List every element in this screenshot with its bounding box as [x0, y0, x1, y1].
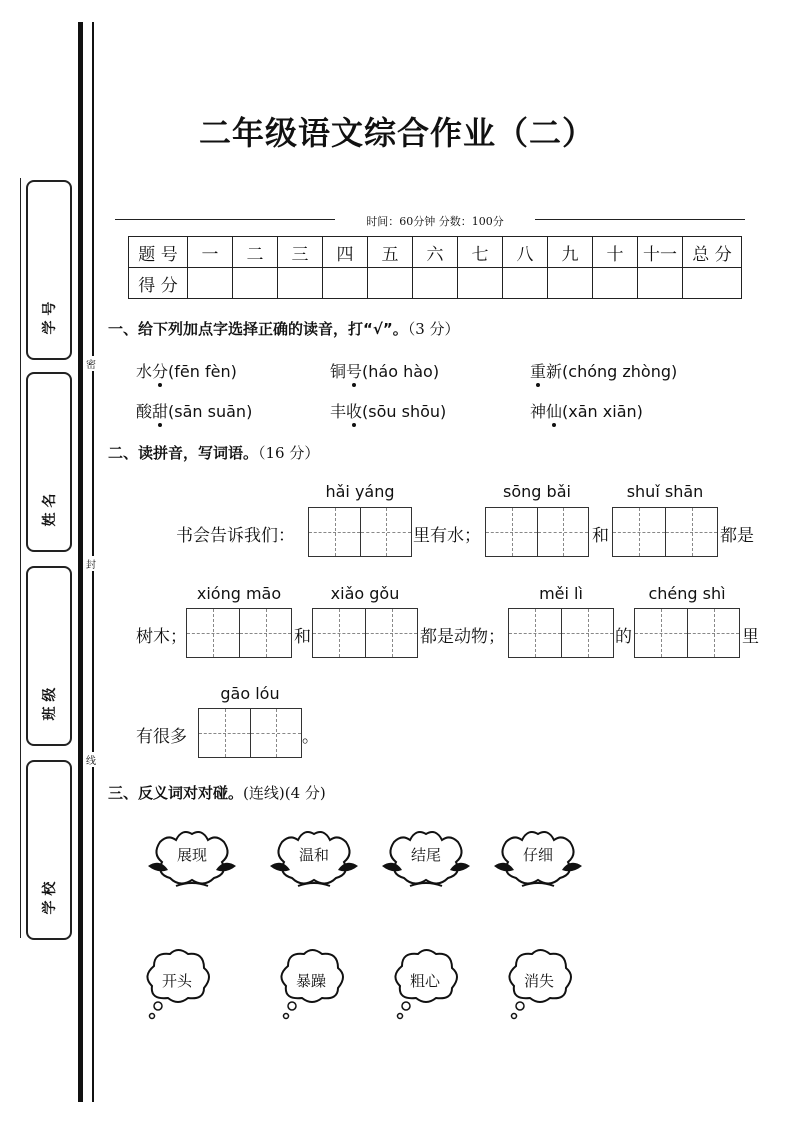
writing-grid[interactable] [312, 608, 418, 658]
score-col: 一 [188, 237, 233, 268]
pronunciation-item[interactable] [530, 399, 643, 422]
flower-word: 温和 [298, 846, 329, 864]
student-id-box [26, 180, 72, 360]
sentence-text: 和 [294, 627, 311, 647]
pronunciation-item[interactable] [530, 359, 677, 382]
class-label: 班 级 [42, 687, 58, 721]
info-rule-left [115, 219, 335, 220]
student-id-label: 学 号 [42, 301, 58, 335]
writing-grid[interactable] [198, 708, 302, 758]
grid-cell[interactable] [537, 508, 588, 556]
pinyin-options: (fēn fèn) [168, 362, 237, 381]
antonym-flower[interactable] [380, 824, 472, 890]
section-2-points: （16 分） [258, 444, 320, 462]
antonym-flower[interactable] [492, 824, 584, 890]
student-name-box [26, 372, 72, 552]
dotted-char: 甜 [152, 402, 169, 421]
grid-cell[interactable] [365, 609, 417, 657]
sentence-text: 里有水； [413, 526, 481, 546]
info-rule-right [535, 219, 745, 220]
writing-grid[interactable] [634, 608, 740, 658]
antonym-cloud[interactable] [502, 946, 576, 1022]
score-table-header-row [129, 237, 742, 268]
fold-line-thick [78, 22, 83, 1102]
page-title: 二年级语文综合作业（二） [198, 114, 595, 152]
score-table [128, 236, 742, 299]
cloud-word: 开头 [161, 972, 192, 990]
flower-word: 仔细 [522, 846, 553, 864]
score-col: 十 [593, 237, 638, 268]
antonym-flower[interactable] [146, 824, 238, 890]
school-label: 学 校 [42, 881, 58, 915]
grid-cell[interactable] [250, 709, 301, 757]
score-cell[interactable] [368, 268, 413, 299]
item-char: 酸 [136, 402, 153, 421]
dotted-char: 仙 [546, 402, 563, 421]
pinyin-label: sōng bǎi [503, 482, 571, 501]
dotted-char: 重 [530, 362, 547, 381]
grid-cell[interactable] [313, 609, 365, 657]
pinyin-label: gāo lóu [220, 684, 280, 703]
pinyin-label: shuǐ shān [626, 482, 704, 501]
grid-cell[interactable] [187, 609, 239, 657]
seal-xian: 线 [84, 752, 98, 767]
pinyin-options: (sōu shōu) [362, 402, 447, 421]
flower-word: 展现 [176, 846, 207, 864]
antonym-cloud[interactable] [140, 946, 214, 1022]
sentence-text: 的 [615, 627, 632, 647]
score-header-label: 题 号 [129, 237, 188, 268]
sentence-text: 都是动物； [420, 627, 505, 647]
pinyin-label: měi lì [539, 584, 583, 603]
grid-cell[interactable] [486, 508, 537, 556]
writing-grid[interactable] [485, 507, 589, 557]
score-col: 九 [548, 237, 593, 268]
score-table-score-row [129, 268, 742, 299]
antonym-cloud[interactable] [274, 946, 348, 1022]
writing-grid[interactable] [508, 608, 614, 658]
section-3-title: 三、反义词对对碰。 [108, 784, 244, 802]
score-col: 二 [233, 237, 278, 268]
dotted-char: 收 [346, 402, 363, 421]
flower-word: 结尾 [410, 846, 441, 864]
section-1-points: （3 分） [407, 320, 460, 338]
writing-grid[interactable] [186, 608, 292, 658]
score-cell[interactable] [188, 268, 233, 299]
pinyin-label: xióng māo [196, 584, 282, 603]
pinyin-options: (chóng zhòng) [562, 362, 678, 381]
score-col: 五 [368, 237, 413, 268]
dotted-char: 号 [346, 362, 363, 381]
score-cell[interactable] [638, 268, 683, 299]
grid-cell[interactable] [199, 709, 250, 757]
section-1-heading [108, 318, 460, 339]
pronunciation-item[interactable] [136, 359, 237, 382]
sentence-text: 。 [302, 727, 319, 747]
section-1-title: 一、给下列加点字选择正确的读音，打“√”。 [108, 320, 408, 338]
sentence-text: 树木； [136, 627, 187, 647]
score-cell[interactable] [413, 268, 458, 299]
dotted-char: 分 [152, 362, 169, 381]
sentence-text: 都是 [720, 526, 754, 546]
pronunciation-item[interactable] [330, 399, 446, 422]
grid-cell[interactable] [561, 609, 613, 657]
score-row-label: 得 分 [129, 268, 188, 299]
grid-cell[interactable] [635, 609, 687, 657]
score-col: 六 [413, 237, 458, 268]
score-cell[interactable] [683, 268, 742, 299]
antonym-flower[interactable] [268, 824, 360, 890]
grid-cell[interactable] [360, 508, 411, 556]
grid-cell[interactable] [509, 609, 561, 657]
pinyin-options: (háo hào) [362, 362, 440, 381]
writing-grid[interactable] [308, 507, 412, 557]
antonym-cloud[interactable] [388, 946, 462, 1022]
item-char: 铜 [330, 362, 347, 381]
seal-mi: 密 [84, 356, 98, 371]
score-col-total: 总 分 [683, 237, 742, 268]
score-cell[interactable] [503, 268, 548, 299]
score-col: 四 [323, 237, 368, 268]
sentence-text: 书会告诉我们： [176, 526, 295, 546]
cloud-word: 粗心 [409, 972, 440, 990]
section-3-heading [108, 782, 326, 803]
score-cell[interactable] [278, 268, 323, 299]
score-cell[interactable] [593, 268, 638, 299]
binding-rule [20, 178, 21, 938]
grid-cell[interactable] [309, 508, 360, 556]
pinyin-options: (sān suān) [168, 402, 253, 421]
grid-cell[interactable] [687, 609, 739, 657]
grid-cell[interactable] [613, 508, 665, 556]
grid-cell[interactable] [665, 508, 717, 556]
school-box [26, 760, 72, 940]
seal-feng: 封 [84, 556, 98, 571]
section-2-heading [108, 442, 319, 463]
score-col: 八 [503, 237, 548, 268]
sentence-text: 有很多 [136, 727, 187, 747]
section-3-points: (连线)(4 分) [243, 784, 326, 802]
pronunciation-item[interactable] [136, 399, 252, 422]
score-cell[interactable] [323, 268, 368, 299]
cloud-word: 消失 [523, 972, 554, 990]
section-2-title: 二、读拼音，写词语。 [108, 444, 259, 462]
sentence-text: 里 [742, 627, 759, 647]
item-char: 新 [546, 362, 563, 381]
pronunciation-item[interactable] [330, 359, 439, 382]
cloud-word: 暴躁 [295, 972, 326, 990]
item-char: 丰 [330, 402, 347, 421]
pinyin-label: xiǎo gǒu [330, 584, 400, 603]
score-cell[interactable] [458, 268, 503, 299]
item-char: 水 [136, 362, 153, 381]
grid-cell[interactable] [239, 609, 291, 657]
pinyin-label: chéng shì [648, 584, 726, 603]
time-and-score-info: 时间：60分钟 分数：100分 [335, 213, 535, 229]
score-col: 三 [278, 237, 323, 268]
class-box [26, 566, 72, 746]
score-col: 十一 [638, 237, 683, 268]
sentence-text: 和 [592, 526, 609, 546]
pinyin-options: (xān xiān) [562, 402, 643, 421]
score-cell[interactable] [548, 268, 593, 299]
writing-grid[interactable] [612, 507, 718, 557]
score-cell[interactable] [233, 268, 278, 299]
item-char: 神 [530, 402, 547, 421]
student-name-label: 姓 名 [42, 493, 58, 527]
score-col: 七 [458, 237, 503, 268]
pinyin-label: hǎi yáng [325, 482, 395, 501]
